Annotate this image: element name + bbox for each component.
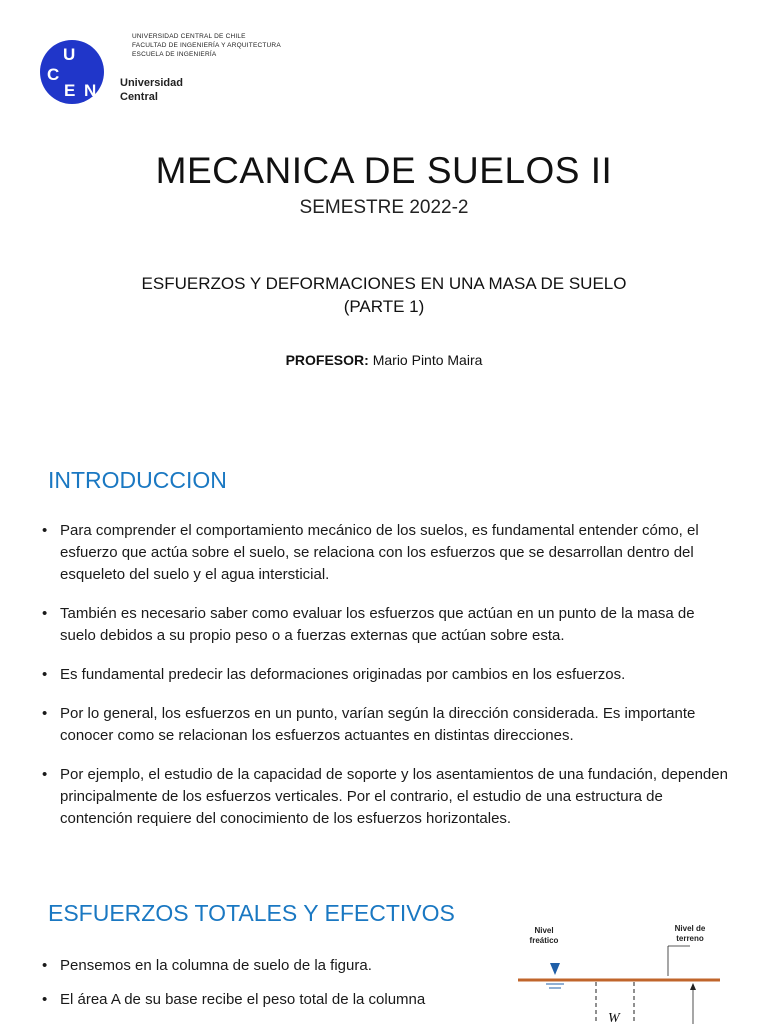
bullet-item: • Es fundamental predecir las deformaciones originadas por cambios en los esfuerzos. xyxy=(40,664,730,686)
label-nivel-terreno: Nivel de terreno xyxy=(674,924,706,943)
logo-name-line1: Universidad xyxy=(120,77,183,89)
institution-line: FACULTAD DE INGENIERÍA Y ARQUITECTURA xyxy=(132,42,281,49)
bullet-item: • Por ejemplo, el estudio de la capacidad de soporte y los asentamientos de una fundación, dependen principalmente de los esfuerzos verticales. Por el contrario, el estudio de una estructura de contención requiere del conocimiento de los esfuerzos horizontales. xyxy=(40,764,730,830)
soil-column-figure xyxy=(510,920,750,1024)
logo-letter-u: U xyxy=(63,45,76,64)
topic-line2: (PARTE 1) xyxy=(343,297,425,316)
bullet-item: • Para comprender el comportamiento mecánico de los suelos, es fundamental entender cómo, el esfuerzo que actúa sobre el suelo, se relaciona con los esfuerzos que se desarrollan dentro del esqueleto del suelo y el agua intersticial. xyxy=(40,520,730,586)
bullet-item: • El área A de su base recibe el peso total de la columna xyxy=(40,989,460,1011)
weight-symbol: W xyxy=(608,1011,620,1024)
institution-line: UNIVERSIDAD CENTRAL DE CHILE xyxy=(132,33,246,40)
soil-column-drawing xyxy=(510,920,750,1024)
bullet-item: • También es necesario saber como evaluar los esfuerzos que actúan en un punto de la masa de suelo debidos a su propio peso o a fuerzas externas que actúan sobre esta. xyxy=(40,603,730,647)
logo-letter-c: C xyxy=(47,65,60,84)
label-nivel-freatico: Nivel freático xyxy=(529,926,559,945)
professor-name: Mario Pinto Maira xyxy=(372,352,483,368)
logo-name-line2: Central xyxy=(120,91,158,103)
logo-letter-e: E xyxy=(64,81,76,100)
institution-lines xyxy=(132,32,281,59)
intro-bullet-list xyxy=(40,520,730,847)
ucen-logo xyxy=(40,40,104,104)
institution-line: ESCUELA DE INGENIERÍA xyxy=(132,51,217,58)
water-table-icon xyxy=(550,963,560,975)
page-title: MECANICA DE SUELOS II xyxy=(155,150,613,191)
section-heading-intro: INTRODUCCION xyxy=(48,467,227,493)
depth-arrow-head xyxy=(690,983,696,990)
semester-subtitle: SEMESTRE 2022-2 xyxy=(299,197,469,218)
professor-line xyxy=(0,352,768,368)
topic-heading xyxy=(0,272,768,318)
logo-letter-n: N xyxy=(84,81,97,100)
bullet-item: • Por lo general, los esfuerzos en un punto, varían según la dirección considerada. Es importante conocer como se relacionan los esfuerzos actuantes en distintas direcciones. xyxy=(40,703,730,747)
topic-line1: ESFUERZOS Y DEFORMACIONES EN UNA MASA DE SUELO xyxy=(141,274,627,293)
esfuerzos-bullet-list xyxy=(40,955,460,1023)
professor-label: PROFESOR: xyxy=(285,352,369,368)
bullet-item: • Pensemos en la columna de suelo de la figura. xyxy=(40,955,460,977)
logo-wordmark xyxy=(120,76,183,104)
section-heading-esfuerzos: ESFUERZOS TOTALES Y EFECTIVOS xyxy=(48,900,455,926)
